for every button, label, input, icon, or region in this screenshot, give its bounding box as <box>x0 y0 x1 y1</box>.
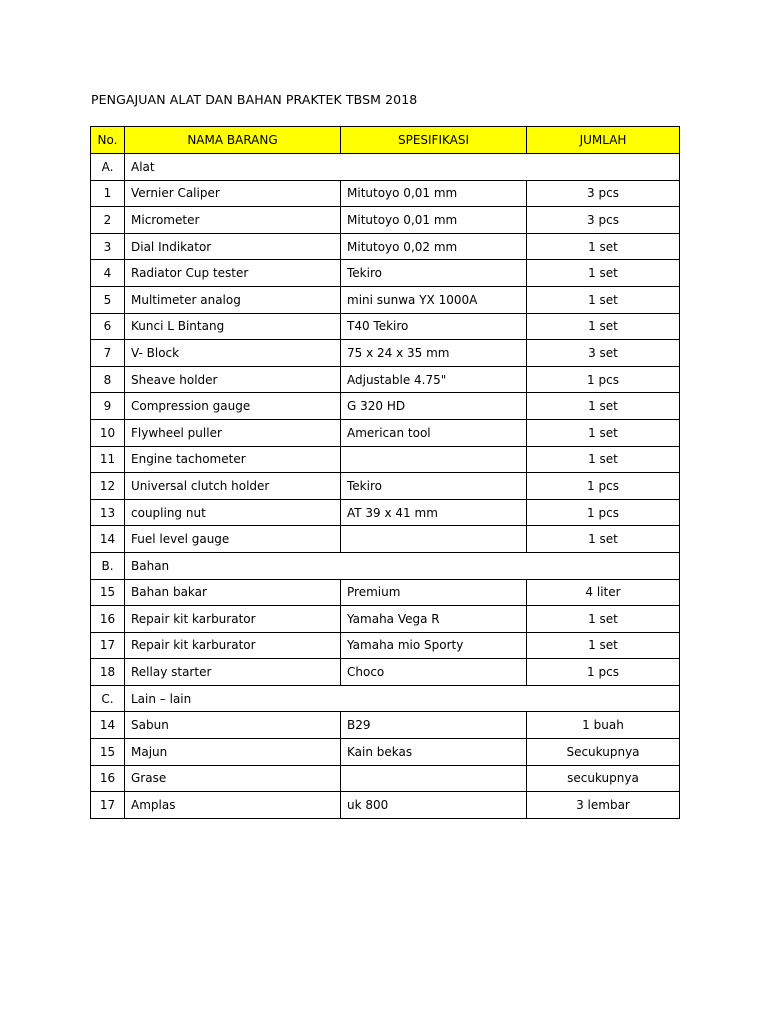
item-qty: 3 pcs <box>527 207 680 234</box>
row-number: 8 <box>91 366 125 393</box>
table-row <box>91 579 680 606</box>
section-code: C. <box>91 685 125 712</box>
row-number: 15 <box>91 579 125 606</box>
section-title: Lain – lain <box>125 685 680 712</box>
table-row <box>91 765 680 792</box>
header-row <box>91 127 680 154</box>
table-row <box>91 393 680 420</box>
item-spec: Adjustable 4.75" <box>341 366 527 393</box>
row-number: 18 <box>91 659 125 686</box>
table-row <box>91 526 680 553</box>
item-name: Kunci L Bintang <box>125 313 341 340</box>
item-name: Grase <box>125 765 341 792</box>
item-spec: uk 800 <box>341 792 527 819</box>
item-qty: 1 set <box>527 606 680 633</box>
item-qty: 3 set <box>527 340 680 367</box>
item-qty: 1 set <box>527 260 680 287</box>
item-name: Universal clutch holder <box>125 473 341 500</box>
item-name: Radiator Cup tester <box>125 260 341 287</box>
item-name: Vernier Caliper <box>125 180 341 207</box>
item-spec: 75 x 24 x 35 mm <box>341 340 527 367</box>
item-name: coupling nut <box>125 499 341 526</box>
row-number: 7 <box>91 340 125 367</box>
row-number: 3 <box>91 233 125 260</box>
item-qty: 1 set <box>527 632 680 659</box>
item-spec: American tool <box>341 419 527 446</box>
item-spec: Tekiro <box>341 260 527 287</box>
item-name: Flywheel puller <box>125 419 341 446</box>
item-spec: T40 Tekiro <box>341 313 527 340</box>
row-number: 12 <box>91 473 125 500</box>
section-row <box>91 685 680 712</box>
item-qty: 4 liter <box>527 579 680 606</box>
row-number: 14 <box>91 526 125 553</box>
item-qty: 3 lembar <box>527 792 680 819</box>
items-table <box>90 126 680 819</box>
item-qty: 1 pcs <box>527 499 680 526</box>
item-name: Majun <box>125 739 341 766</box>
item-spec <box>341 765 527 792</box>
table-row <box>91 419 680 446</box>
table-row <box>91 473 680 500</box>
table-row <box>91 792 680 819</box>
row-number: 4 <box>91 260 125 287</box>
item-spec: mini sunwa YX 1000A <box>341 286 527 313</box>
section-row <box>91 552 680 579</box>
section-code: B. <box>91 552 125 579</box>
table-row <box>91 180 680 207</box>
item-qty: 1 set <box>527 419 680 446</box>
item-name: Repair kit karburator <box>125 606 341 633</box>
table-row <box>91 207 680 234</box>
header-qty: JUMLAH <box>527 127 680 154</box>
section-row <box>91 154 680 181</box>
item-name: V- Block <box>125 340 341 367</box>
item-name: Engine tachometer <box>125 446 341 473</box>
table-row <box>91 313 680 340</box>
table-row <box>91 366 680 393</box>
item-spec: Mitutoyo 0,01 mm <box>341 180 527 207</box>
item-qty: 1 set <box>527 393 680 420</box>
row-number: 16 <box>91 765 125 792</box>
row-number: 14 <box>91 712 125 739</box>
item-name: Bahan bakar <box>125 579 341 606</box>
row-number: 5 <box>91 286 125 313</box>
item-qty: 1 set <box>527 526 680 553</box>
item-spec: Choco <box>341 659 527 686</box>
table-row <box>91 712 680 739</box>
section-title: Alat <box>125 154 680 181</box>
table-row <box>91 606 680 633</box>
item-name: Multimeter analog <box>125 286 341 313</box>
item-spec: Premium <box>341 579 527 606</box>
table-row <box>91 739 680 766</box>
item-name: Compression gauge <box>125 393 341 420</box>
item-spec: G 320 HD <box>341 393 527 420</box>
table-row <box>91 233 680 260</box>
header-spec: SPESIFIKASI <box>341 127 527 154</box>
item-qty: 1 set <box>527 313 680 340</box>
row-number: 16 <box>91 606 125 633</box>
item-spec: Yamaha mio Sporty <box>341 632 527 659</box>
item-name: Sheave holder <box>125 366 341 393</box>
table-header <box>91 127 680 154</box>
item-spec: AT 39 x 41 mm <box>341 499 527 526</box>
row-number: 17 <box>91 632 125 659</box>
row-number: 13 <box>91 499 125 526</box>
item-spec: Mitutoyo 0,02 mm <box>341 233 527 260</box>
row-number: 9 <box>91 393 125 420</box>
header-name: NAMA BARANG <box>125 127 341 154</box>
item-spec <box>341 526 527 553</box>
item-spec: Mitutoyo 0,01 mm <box>341 207 527 234</box>
item-name: Repair kit karburator <box>125 632 341 659</box>
item-spec: B29 <box>341 712 527 739</box>
item-name: Micrometer <box>125 207 341 234</box>
item-name: Sabun <box>125 712 341 739</box>
item-name: Rellay starter <box>125 659 341 686</box>
item-qty: 1 set <box>527 233 680 260</box>
row-number: 6 <box>91 313 125 340</box>
item-spec: Yamaha Vega R <box>341 606 527 633</box>
document-title: PENGAJUAN ALAT DAN BAHAN PRAKTEK TBSM 2018 <box>91 92 418 107</box>
item-qty: 1 pcs <box>527 366 680 393</box>
table-row <box>91 260 680 287</box>
table-body <box>91 154 680 819</box>
item-qty: 1 set <box>527 286 680 313</box>
header-no: No. <box>91 127 125 154</box>
section-title: Bahan <box>125 552 680 579</box>
item-qty: 1 pcs <box>527 659 680 686</box>
item-qty: 1 pcs <box>527 473 680 500</box>
row-number: 10 <box>91 419 125 446</box>
item-qty: Secukupnya <box>527 739 680 766</box>
row-number: 2 <box>91 207 125 234</box>
row-number: 17 <box>91 792 125 819</box>
item-qty: 3 pcs <box>527 180 680 207</box>
item-name: Fuel level gauge <box>125 526 341 553</box>
row-number: 1 <box>91 180 125 207</box>
table-row <box>91 659 680 686</box>
item-qty: 1 set <box>527 446 680 473</box>
item-name: Amplas <box>125 792 341 819</box>
item-qty: secukupnya <box>527 765 680 792</box>
section-code: A. <box>91 154 125 181</box>
item-spec: Tekiro <box>341 473 527 500</box>
item-name: Dial Indikator <box>125 233 341 260</box>
item-spec: Kain bekas <box>341 739 527 766</box>
table-row <box>91 632 680 659</box>
table-row <box>91 499 680 526</box>
table-row <box>91 286 680 313</box>
row-number: 11 <box>91 446 125 473</box>
item-qty: 1 buah <box>527 712 680 739</box>
row-number: 15 <box>91 739 125 766</box>
item-spec <box>341 446 527 473</box>
table-row <box>91 340 680 367</box>
table-row <box>91 446 680 473</box>
